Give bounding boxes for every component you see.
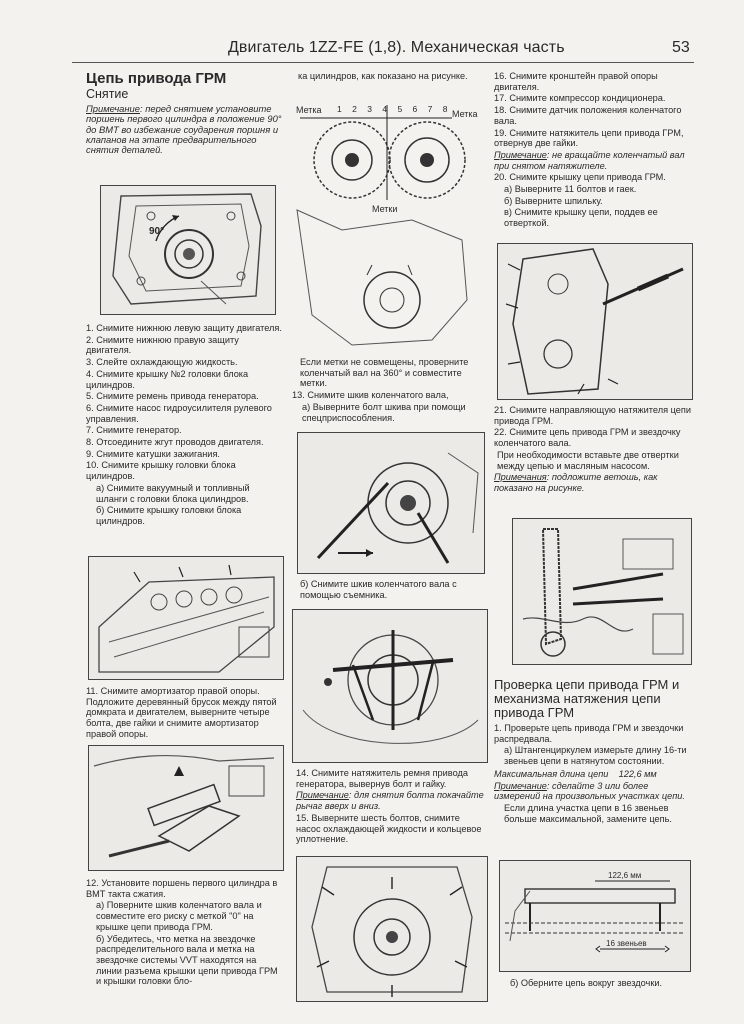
col3-text-c: [510, 978, 694, 990]
step-item: 11. Снимите амортизатор правой опоры. Подложите деревянный брусок между пятой домкрата и двигателем, выверните четыре болта, две гайки и снимите амортизатор правой опоры.: [86, 686, 277, 739]
step-item: 12. Установите поршень первого цилиндра в ВМТ такта сжатия.: [86, 878, 278, 899]
figure-chain-removal: [512, 518, 692, 665]
step-item: 1. Снимите нижнюю левую защиту двигателя.: [86, 323, 282, 333]
substep-item: а) Выверните 11 болтов и гаек.: [504, 184, 637, 195]
step-item: 13. Снимите шкив коленчатого вала,: [292, 390, 449, 401]
figure-engine-mount: [88, 745, 284, 871]
step-item: 1. Проверьте цепь привода ГРМ и звездочки распредвала.: [494, 723, 684, 744]
figure-puller: [292, 609, 488, 763]
substep-item: а) Снимите вакуумный и топливный шланги с головки блока цилиндров.: [96, 482, 250, 504]
page-header: [0, 37, 744, 61]
measure-label-mm: 122,6 мм: [608, 871, 642, 880]
note-label: Примечание: [494, 149, 547, 160]
figure-crank-position: [100, 185, 276, 315]
section-subtitle: Снятие: [86, 87, 129, 101]
col3-text-a: [494, 71, 694, 230]
step-item: 18. Снимите датчик положения коленчатого вала.: [494, 105, 682, 126]
step-item: 10. Снимите крышку головки блока цилиндров.: [86, 460, 236, 482]
step-12: [86, 878, 282, 988]
chain-cover-illustration: [498, 244, 692, 399]
sprockets-illustration: [292, 100, 485, 350]
step-item: 14. Снимите натяжитель ремня привода генератора, вывернув болт и гайку.: [296, 768, 468, 789]
note-text: : сделайте 3 или более измерений на произвольных участках цепи.: [494, 780, 685, 802]
section-title: Цепь привода ГРМ: [86, 70, 227, 87]
mark-label-bottom: Метки: [372, 204, 398, 214]
substep-item: б) Выверните шпильку.: [504, 195, 603, 206]
col2-text-a: [292, 357, 486, 424]
paragraph: Если длина участка цепи в 16 звеньев больше максимальной, замените цепь.: [504, 802, 672, 824]
tick-number: 7: [427, 104, 437, 114]
paragraph: При необходимости вставьте две отвертки между цепью и масляным насосом.: [497, 449, 679, 471]
figure-timing-marks: [292, 100, 485, 350]
note-label: Примечания: [494, 472, 547, 483]
note: [296, 790, 486, 811]
note: [86, 104, 282, 156]
running-title: Двигатель 1ZZ-FE (1,8). Механическая часть: [228, 39, 565, 56]
figure-chain-cover: [497, 243, 693, 400]
figure-cylinder-head: [88, 556, 284, 680]
substep-item: б) Убедитесь, что метка на звездочке распределительного вала и метка на звездочке системы VVT находятся на линии разъема крышки цепи привода ГРМ и крышки головки бло-: [96, 933, 278, 987]
tick-number: 8: [442, 104, 452, 114]
substep-item: б) Оберните цепь вокруг звездочки.: [510, 978, 663, 988]
note-label: Примечание: [86, 102, 140, 114]
col2-text-b: [300, 579, 486, 601]
note: [494, 150, 694, 171]
max-length-spec: [494, 769, 694, 780]
step-item: 19. Снимите натяжитель цепи привода ГРМ, отвернув две гайки.: [494, 127, 684, 149]
step-item: 21. Снимите направляющую натяжителя цепи привода ГРМ.: [494, 405, 691, 426]
tick-number: 2: [352, 104, 361, 114]
substep-item: в) Снимите крышку цепи, поддев ее отверткой.: [504, 207, 658, 229]
tick-number: 5: [397, 104, 407, 114]
note-text: : для снятия болта покачайте рычаг вверх и вниз.: [296, 790, 484, 812]
mark-label-left: Метка: [296, 105, 322, 115]
tick-numbers: [337, 104, 452, 114]
caliper-illustration: [500, 861, 690, 971]
note-text: : не вращайте коленчатый вал при снятом натяжителе.: [494, 149, 685, 171]
note-text: : подложите ветошь, как показано на рисунке.: [494, 472, 658, 493]
note-text: : перед снятием установите поршень первого цилиндра в положение 90° до ВМТ во избежание соударения поршня и клапанов на этапе предварительного снятия деталей.: [86, 102, 282, 156]
figure-pulley-bolt: [297, 432, 485, 574]
step-11: [86, 686, 282, 741]
note: [494, 472, 694, 493]
note: [494, 781, 694, 802]
note-label: Примечание: [296, 790, 349, 801]
column-1: [86, 71, 282, 157]
step-item: 5. Снимите ремень привода генератора.: [86, 391, 259, 402]
cylinder-head-illustration: [89, 557, 283, 679]
tick-number: 3: [367, 104, 376, 114]
figure-water-pump: [296, 856, 488, 1002]
paragraph: Если метки не совмещены, проверните коленчатый вал на 360° и совместите метки.: [300, 357, 469, 389]
water-pump-illustration: [297, 857, 487, 1001]
substep-item: а) Штангенциркулем измерьте длину 16-ти звеньев цепи в натянутом состоянии.: [504, 745, 687, 767]
header-rule: [72, 62, 694, 63]
step-item: 8. Отсоедините жгут проводов двигателя.: [86, 437, 264, 448]
col2-continuation: [298, 71, 484, 83]
step-item: 20. Снимите крышку цепи привода ГРМ.: [494, 172, 666, 183]
note-label: Примечание: [494, 780, 547, 791]
page-number: 53: [672, 39, 690, 56]
spec-value: 122,6 мм: [618, 768, 657, 779]
step-item: 22. Снимите цепь привода ГРМ и звездочку коленчатого вала.: [494, 427, 681, 449]
engine-front-illustration: [101, 186, 275, 314]
substep-item: а) Поверните шкив коленчатого вала и совместите его риску с меткой "0" на крышке цепи привода ГРМ.: [96, 900, 262, 932]
substep-item: б) Снимите шкив коленчатого вала с помощью съемника.: [300, 579, 457, 600]
col3-text-b: [494, 405, 694, 495]
step-item: 4. Снимите крышку №2 головки блока цилиндров.: [86, 368, 249, 390]
step-item: 9. Снимите катушки зажигания.: [86, 448, 220, 459]
chain-removal-illustration: [513, 519, 691, 664]
step-item: 7. Снимите генератор.: [86, 425, 182, 436]
steps-1-10: [86, 323, 282, 528]
puller-illustration: [293, 610, 487, 762]
step-item: 2. Снимите нижнюю правую защиту двигателя.: [86, 334, 239, 356]
figure-chain-measure: [499, 860, 691, 972]
step-item: 3. Слейте охлаждающую жидкость.: [86, 357, 238, 368]
pulley-tool-illustration: [298, 433, 484, 573]
tick-number: 6: [412, 104, 422, 114]
col3-section2: [494, 678, 694, 825]
step-item: 15. Выверните шесть болтов, снимите насос охлаждающей жидкости и кольцевое уплотнение.: [296, 812, 482, 845]
col2-text-c: [296, 768, 486, 846]
tick-number: 1: [337, 104, 346, 114]
jack-illustration: [89, 746, 283, 870]
step-item: 6. Снимите насос гидроусилителя рулевого управления.: [86, 402, 272, 424]
substep-item: а) Выверните болт шкива при помощи спецприспособления.: [302, 401, 466, 423]
section-title-check: Проверка цепи привода ГРМ и механизма натяжения цепи привода ГРМ: [494, 677, 680, 720]
angle-label: 90°: [149, 226, 165, 237]
step-item: 16. Снимите кронштейн правой опоры двигателя.: [494, 71, 658, 92]
spec-label: Максимальная длина цепи: [494, 768, 609, 779]
paragraph: ка цилиндров, как показано на рисунке.: [298, 71, 468, 81]
step-item: 17. Снимите компрессор кондиционера.: [494, 93, 666, 104]
mark-label-right: Метка: [452, 109, 478, 119]
tick-number: 4: [382, 104, 392, 114]
substep-item: б) Снимите крышку головки блока цилиндров.: [96, 505, 242, 526]
measure-label-links: 16 звеньев: [606, 939, 647, 948]
